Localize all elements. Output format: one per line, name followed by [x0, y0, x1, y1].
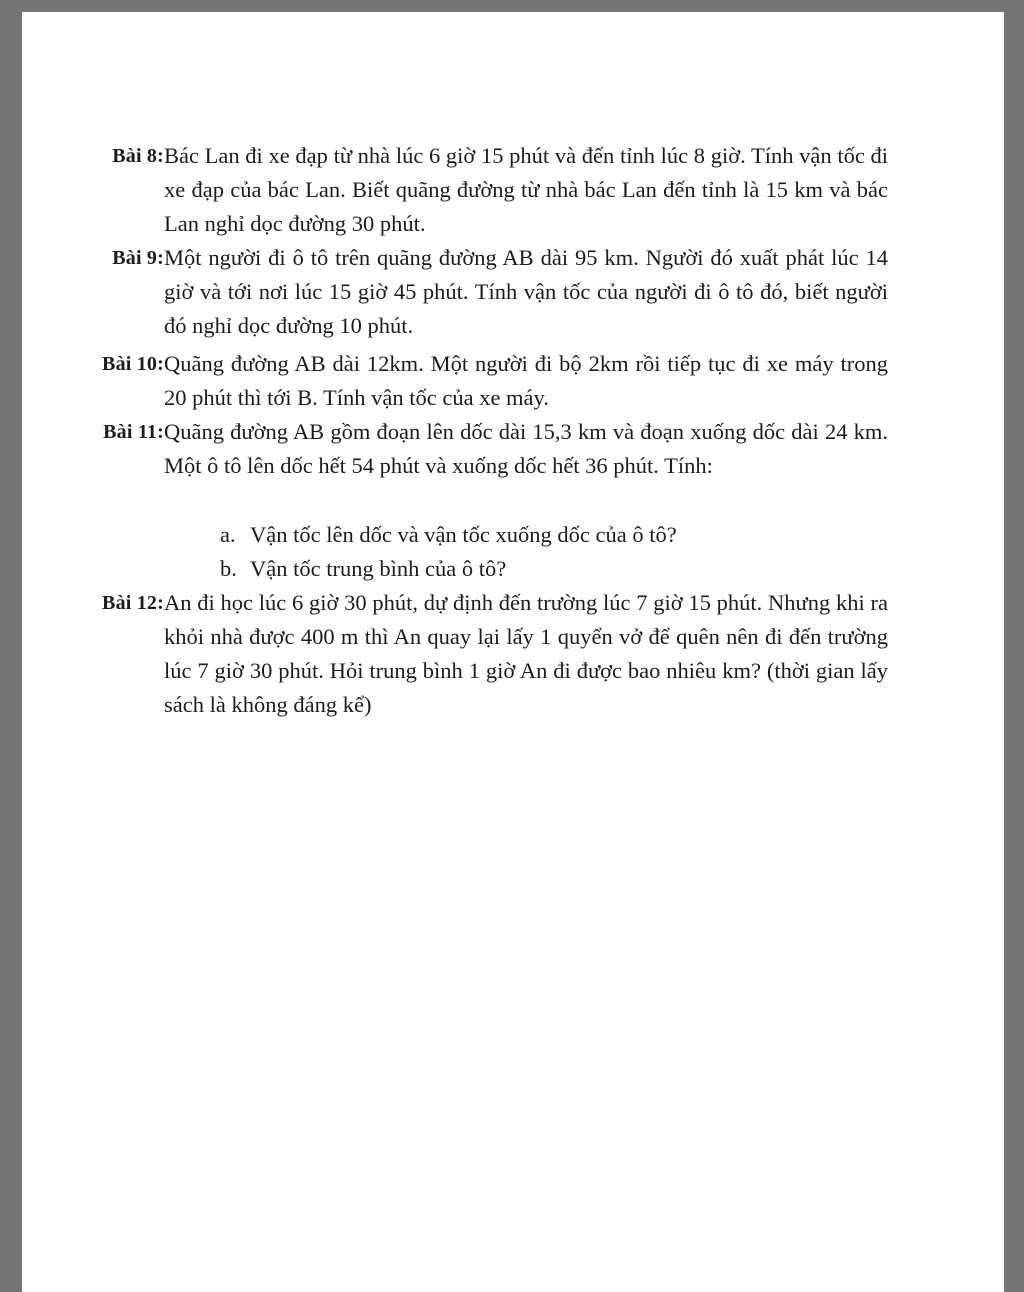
document-page — [22, 12, 1004, 1292]
sub-question-b — [220, 552, 900, 586]
problem-text: An đi học lúc 6 giờ 30 phút, dự định đến trường lúc 7 giờ 15 phút. Nhưng khi ra khỏi nhà được 400 m thì An quay lại lấy 1 quyển vở để quên nên đi đến trường lúc 7 giờ 30 phút. Hỏi trung bình 1 giờ An đi được bao nhiêu km? (thời gian lấy sách là không đáng kể) — [164, 590, 888, 717]
sub-question-letter: a. — [220, 522, 236, 547]
problem-text: Một người đi ô tô trên quãng đường AB dài 95 km. Người đó xuất phát lúc 14 giờ và tới nơi lúc 15 giờ 45 phút. Tính vận tốc của người đi ô tô đó, biết người đó nghỉ dọc đường 10 phút. — [164, 245, 888, 338]
problem-number: Bài 9: — [112, 247, 164, 269]
sub-question-text: Vận tốc lên dốc và vận tốc xuống dốc của ô tô? — [250, 522, 677, 547]
problem-number: Bài 12: — [102, 592, 164, 614]
problem-number: Bài 8: — [112, 145, 164, 167]
problem-text: Quãng đường AB gồm đoạn lên dốc dài 15,3 km và đoạn xuống dốc dài 24 km. Một ô tô lên dốc hết 54 phút và xuống dốc hết 36 phút. Tính: — [164, 419, 888, 478]
problem-number: Bài 11: — [103, 421, 164, 443]
problem-text: Bác Lan đi xe đạp từ nhà lúc 6 giờ 15 phút và đến tỉnh lúc 8 giờ. Tính vận tốc đi xe đạp của bác Lan. Biết quãng đường từ nhà bác Lan đến tỉnh là 15 km và bác Lan nghỉ dọc đường 30 phút. — [164, 143, 888, 236]
sub-question-letter: b. — [220, 556, 237, 581]
sub-question-text: Vận tốc trung bình của ô tô? — [250, 556, 507, 581]
sub-question-a — [220, 518, 900, 552]
sub-question-list — [220, 518, 900, 586]
problem-number: Bài 10: — [102, 353, 164, 375]
problem-text: Quãng đường AB dài 12km. Một người đi bộ 2km rồi tiếp tục đi xe máy trong 20 phút thì tới B. Tính vận tốc của xe máy. — [164, 351, 888, 410]
